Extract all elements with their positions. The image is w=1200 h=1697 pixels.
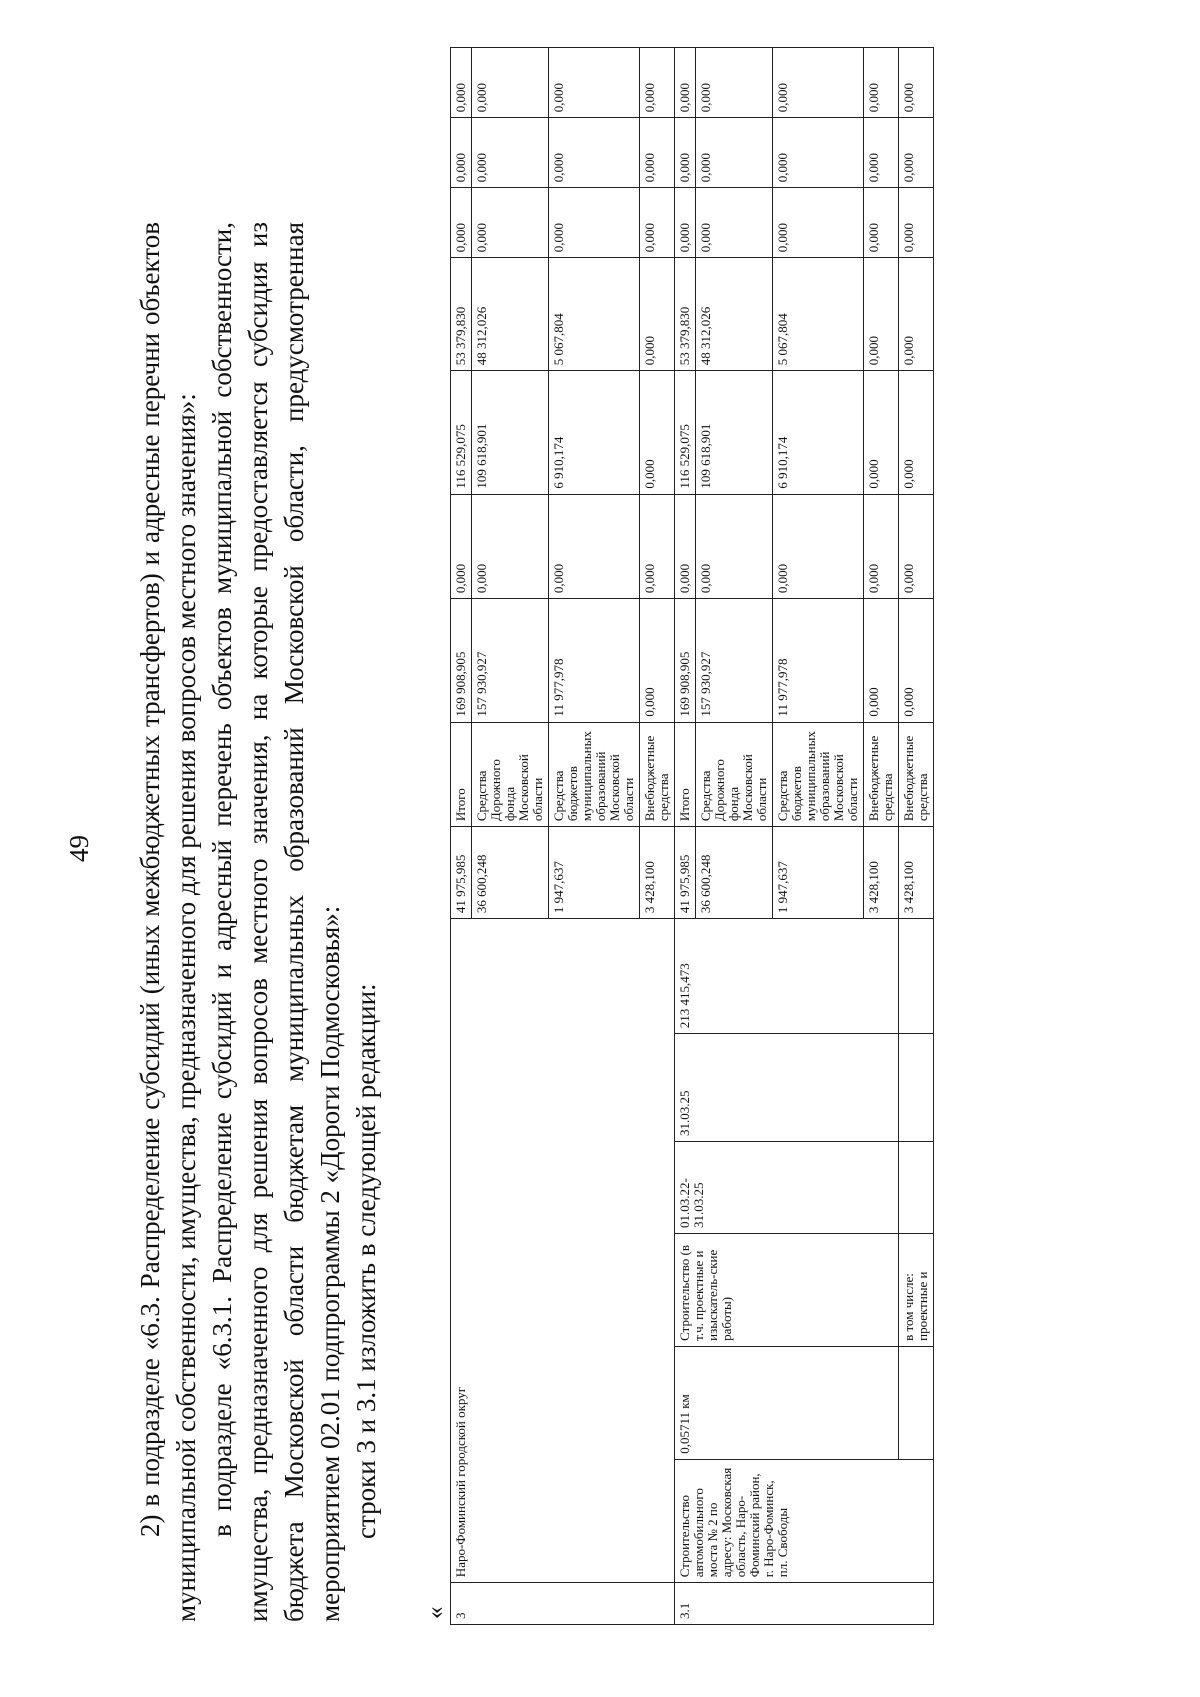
funding-source: Внебюджетные средства xyxy=(640,722,675,827)
cell-value: 0,000 xyxy=(864,118,899,188)
cell-value: 0,000 xyxy=(640,48,675,118)
object-capacity: 0,05711 км xyxy=(675,1346,899,1459)
cell-value: 0,000 xyxy=(899,494,934,599)
cell-value: 0,000 xyxy=(675,188,696,258)
cell-value: 3 428,100 xyxy=(640,827,675,919)
cell-value: 0,000 xyxy=(696,494,773,599)
cell-value: 0,000 xyxy=(451,494,472,599)
cell-value: 0,000 xyxy=(549,118,640,188)
funding-source: Средства бюджетов муниципальных образований Московской области xyxy=(549,722,640,827)
intro-text xyxy=(132,222,384,1622)
cell-value: 116 529,075 xyxy=(675,371,696,494)
cell-value: 0,000 xyxy=(640,494,675,599)
cell-value: 41 975,985 xyxy=(451,827,472,919)
funding-source: Средства Дорожного фонда Московской области xyxy=(696,722,773,827)
cell-value: 41 975,985 xyxy=(675,827,696,919)
funding-source: Внебюджетные средства xyxy=(899,722,934,827)
cell-value: 0,000 xyxy=(472,494,549,599)
cell-value: 3 428,100 xyxy=(899,827,934,919)
cell-value: 1 947,637 xyxy=(773,827,864,919)
cell-value: 53 379,830 xyxy=(675,258,696,371)
cell-value: 5 067,804 xyxy=(773,258,864,371)
cell-value: 0,000 xyxy=(899,118,934,188)
work-type: Строительство (в т.ч. проектные и изыскатель-ские работы) xyxy=(675,1233,899,1346)
empty-cell xyxy=(899,1346,934,1459)
empty-cell xyxy=(899,1141,934,1233)
funding-source: Средства бюджетов муниципальных образований Московской области xyxy=(773,722,864,827)
intro-paragraph-2: в подразделе «6.3.1. Распределение субсидий и адресный перечень объектов муниципальной собственности, имущества, предназначенного для решения вопросов местного значения, на которые предоставляется субсидия из бюджета Московской области бюджетам муниципальных образований Московской области, предусмотренная мероприятием 02.01 подпрограммы 2 «Дороги Подмосковья»: xyxy=(207,222,345,1622)
cell-value: 11 977,978 xyxy=(773,599,864,722)
subsidy-table xyxy=(450,47,934,1625)
cell-value: 157 930,927 xyxy=(696,599,773,722)
cell-value: 0,000 xyxy=(899,599,934,722)
cell-value: 48 312,026 xyxy=(696,258,773,371)
cell-value: 36 600,248 xyxy=(696,827,773,919)
cell-value: 0,000 xyxy=(675,494,696,599)
open-date: 31.03.25 xyxy=(675,1034,899,1142)
cell-value: 0,000 xyxy=(864,494,899,599)
funding-source: Итого xyxy=(451,722,472,827)
cell-value: 0,000 xyxy=(472,48,549,118)
empty-cell xyxy=(899,919,934,1034)
cell-value: 0,000 xyxy=(451,188,472,258)
cell-value: 0,000 xyxy=(899,48,934,118)
cell-value: 169 908,905 xyxy=(675,599,696,722)
cell-value: 53 379,830 xyxy=(451,258,472,371)
cell-value: 0,000 xyxy=(696,188,773,258)
cell-value: 11 977,978 xyxy=(549,599,640,722)
cell-value: 0,000 xyxy=(640,118,675,188)
cell-value: 0,000 xyxy=(675,118,696,188)
funding-source: Итого xyxy=(675,722,696,827)
cell-value: 5 067,804 xyxy=(549,258,640,371)
cell-value: 0,000 xyxy=(549,494,640,599)
cell-value: 0,000 xyxy=(696,118,773,188)
cell-value: 0,000 xyxy=(864,258,899,371)
table-row-3-1-design-works xyxy=(899,48,934,1625)
cell-value: 6 910,174 xyxy=(773,371,864,494)
cell-value: 0,000 xyxy=(864,48,899,118)
cell-value: 0,000 xyxy=(773,188,864,258)
cell-value: 157 930,927 xyxy=(472,599,549,722)
cell-value: 0,000 xyxy=(549,48,640,118)
cell-value: 0,000 xyxy=(864,188,899,258)
cell-value: 36 600,248 xyxy=(472,827,549,919)
work-type-sub: в том числе: проектные и xyxy=(899,1233,934,1346)
funding-source: Внебюджетные средства xyxy=(864,722,899,827)
cell-value: 0,000 xyxy=(864,371,899,494)
empty-cell xyxy=(899,1034,934,1142)
cell-value: 0,000 xyxy=(899,188,934,258)
cell-value: 0,000 xyxy=(472,188,549,258)
cell-value: 0,000 xyxy=(549,188,640,258)
municipality-name: Наро-Фоминский городской округ xyxy=(451,919,675,1583)
cell-value: 0,000 xyxy=(773,48,864,118)
cell-value: 0,000 xyxy=(640,371,675,494)
cell-value: 0,000 xyxy=(899,258,934,371)
cell-value: 0,000 xyxy=(899,371,934,494)
cell-value: 0,000 xyxy=(696,48,773,118)
cell-value: 48 312,026 xyxy=(472,258,549,371)
table-row-3-1-total xyxy=(675,48,696,1625)
row-number: 3.1 xyxy=(675,1583,934,1625)
cell-value: 0,000 xyxy=(773,494,864,599)
cell-value: 109 618,901 xyxy=(472,371,549,494)
cell-value: 0,000 xyxy=(640,599,675,722)
cell-value: 169 908,905 xyxy=(451,599,472,722)
cell-value: 0,000 xyxy=(773,118,864,188)
intro-paragraph-1: 2) в подразделе «6.3. Распределение субсидий (иных межбюджетных трансфертов) и адресные перечни объектов муниципальной собственности, имущества, предназначенного для решения вопросов местного значения»: xyxy=(135,222,201,1622)
table-row-3-total xyxy=(451,48,472,1625)
cell-value: 0,000 xyxy=(451,118,472,188)
page-number: 49 xyxy=(64,835,94,862)
intro-paragraph-3: строки 3 и 3.1 изложить в следующей редакции: xyxy=(351,983,381,1539)
cell-value: 0,000 xyxy=(472,118,549,188)
opening-quote-mark: « xyxy=(422,1606,449,1619)
cell-value: 0,000 xyxy=(640,258,675,371)
cell-value: 0,000 xyxy=(675,48,696,118)
cell-value: 3 428,100 xyxy=(864,827,899,919)
funding-source: Средства Дорожного фонда Московской области xyxy=(472,722,549,827)
cell-value: 109 618,901 xyxy=(696,371,773,494)
cell-value: 0,000 xyxy=(451,48,472,118)
object-cost: 213 415,473 xyxy=(675,919,899,1034)
row-number: 3 xyxy=(451,1583,675,1625)
cell-value: 1 947,637 xyxy=(549,827,640,919)
object-description: Строительство автомобильного моста № 2 по адресу: Московская область, Наро-Фоминский район, г. Наро-Фоминск, пл. Свободы xyxy=(675,1459,934,1582)
cell-value: 0,000 xyxy=(864,599,899,722)
cell-value: 116 529,075 xyxy=(451,371,472,494)
cell-value: 0,000 xyxy=(640,188,675,258)
cell-value: 6 910,174 xyxy=(549,371,640,494)
work-dates: 01.03.22-31.03.25 xyxy=(675,1141,899,1233)
